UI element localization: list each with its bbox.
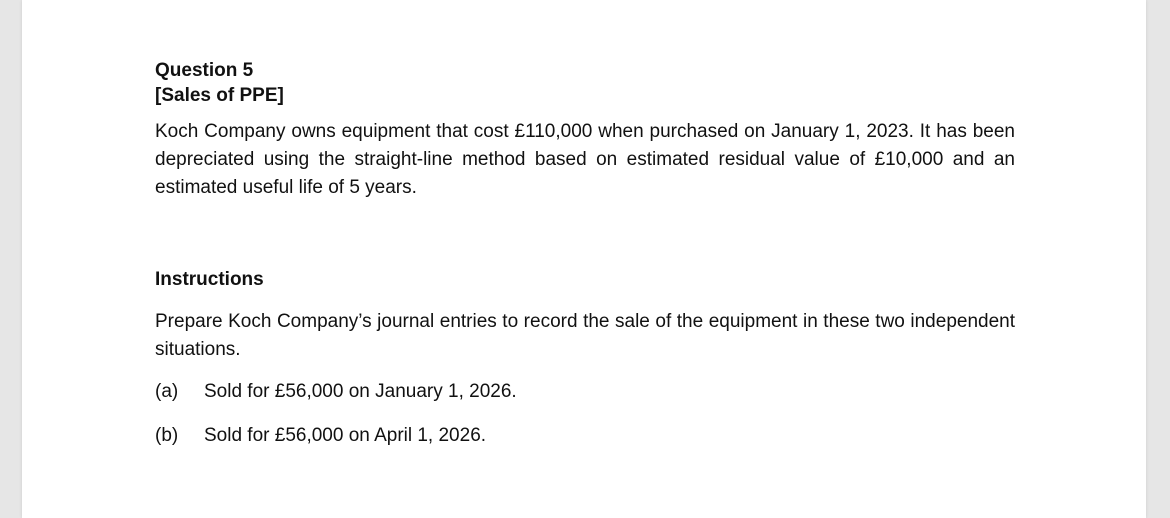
page-content [155,58,1015,450]
question-intro: Koch Company owns equipment that cost £110,000 when purchased on January 1, 2023. It has been depreciated using the straight-line method based on estimated residual value of £10,000 and an estimated useful life of 5 years. [155,121,1015,198]
question-number: Question 5 [155,60,254,81]
document-page [22,0,1146,518]
situation-label: (a) [155,381,179,402]
instructions-text: Prepare Koch Company’s journal entries to record the sale of the equipment in these two independent situations. [155,311,1015,360]
situation-item-b [155,422,1015,450]
question-topic: [Sales of PPE] [155,85,284,106]
situation-text: Sold for £56,000 on April 1, 2026. [204,425,487,446]
instructions-heading: Instructions [155,269,264,290]
situation-label: (b) [155,425,179,446]
situation-text: Sold for £56,000 on January 1, 2026. [204,381,517,402]
situation-item-a [155,378,1015,406]
